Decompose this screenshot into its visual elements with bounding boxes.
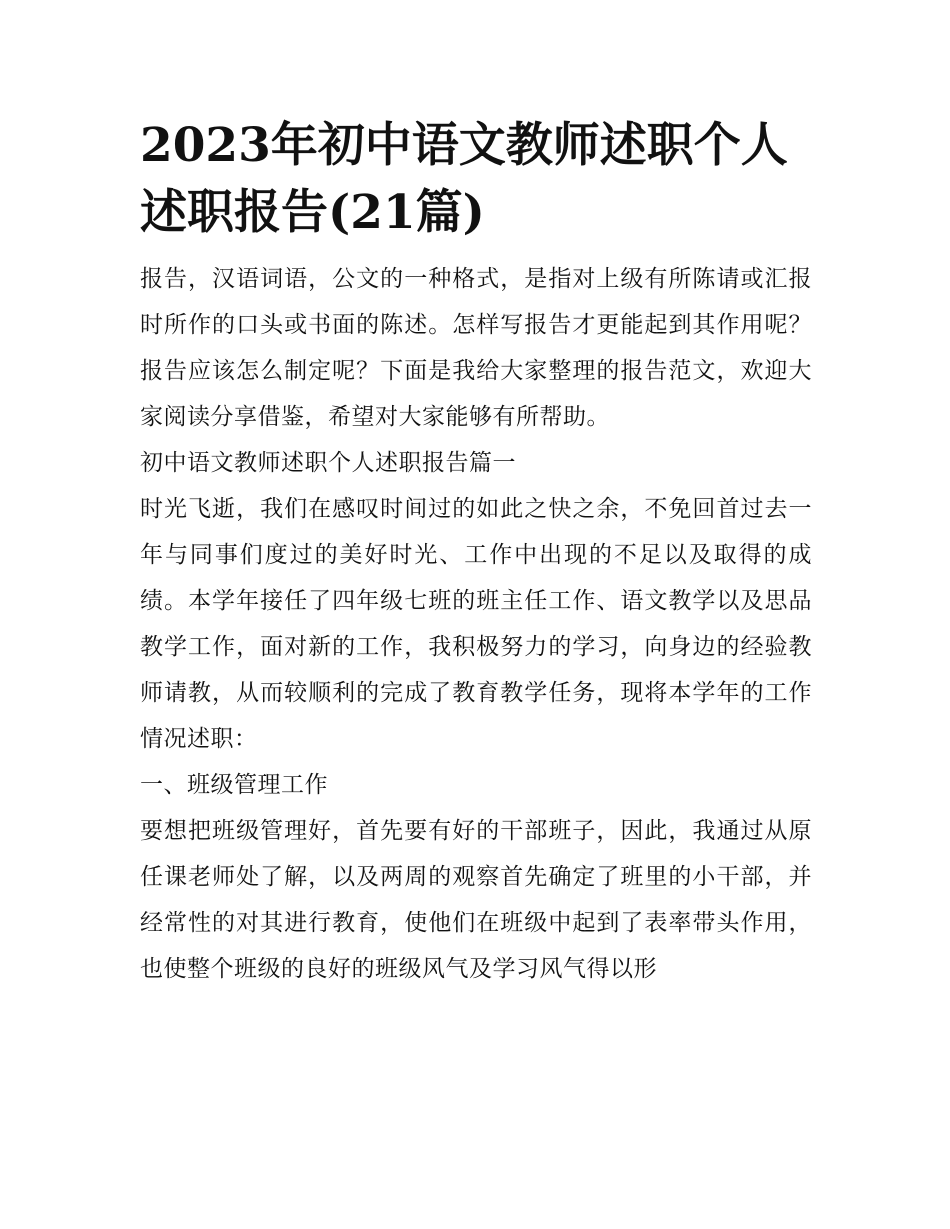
intro-paragraph: 报告，汉语词语，公文的一种格式，是指对上级有所陈请或汇报时所作的口头或书面的陈述。怎样写报告才更能起到其作用呢？报告应该怎么制定呢？下面是我给大家整理的报告范文，欢迎大家阅读分享借鉴，希望对大家能够有所帮助。 <box>140 266 812 430</box>
document-title: 2023年初中语文教师述职个人述职报告(21篇) <box>140 118 788 240</box>
body-paragraph: 要想把班级管理好，首先要有好的干部班子，因此，我通过从原任课老师处了解，以及两周的观察首先确定了班里的小干部，并经常性的对其进行教育，使他们在班级中起到了表率带头作用，也使整个班级的良好的班级风气及学习风气得以形 <box>140 818 812 982</box>
body-paragraph: 时光飞逝，我们在感叹时间过的如此之快之余，不免回首过去一年与同事们度过的美好时光、工作中出现的不足以及取得的成绩。本学年接任了四年级七班的班主任工作、语文教学以及思品教学工作，面对新的工作，我积极努力的学习，向身边的经验教师请教，从而较顺利的完成了教育教学任务，现将本学年的工作情况述职： <box>140 496 812 752</box>
section-heading-part-one: 初中语文教师述职个人述职报告篇一 <box>140 450 516 476</box>
document-body <box>140 112 812 992</box>
subsection-heading-class-management: 一、班级管理工作 <box>140 772 328 798</box>
